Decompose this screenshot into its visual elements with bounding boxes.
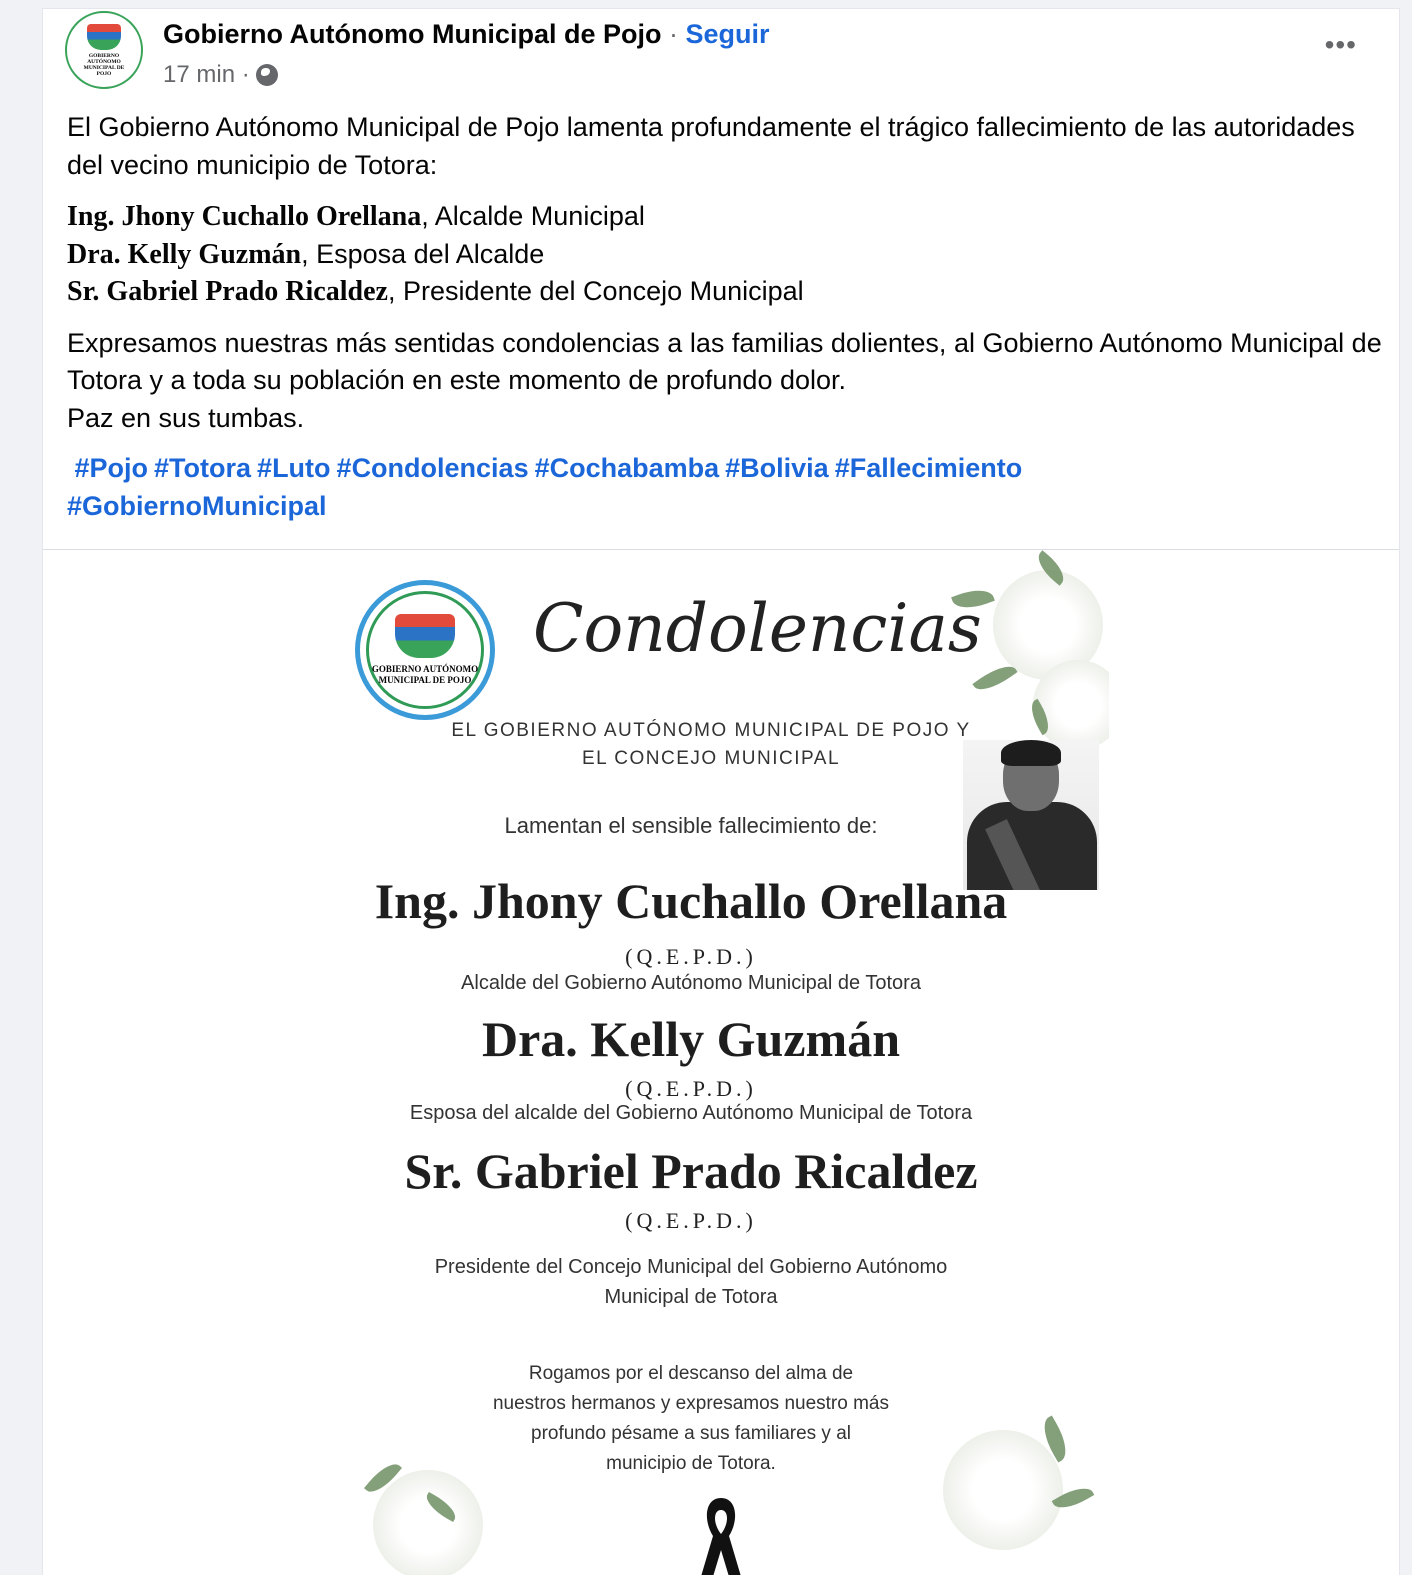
person-name: Ing. Jhony Cuchallo Orellana <box>67 201 422 232</box>
person-role: , Presidente del Concejo Municipal <box>387 276 804 306</box>
org-line-2: EL CONCEJO MUNICIPAL <box>581 748 841 769</box>
crest-icon <box>87 24 121 50</box>
lament-line: Lamentan el sensible fallecimiento de: <box>504 813 878 838</box>
flower-decoration <box>373 1470 483 1575</box>
image-logo-text: GOBIERNO AUTÓNOMO MUNICIPAL DE POJO <box>371 664 479 685</box>
person-name: Dra. Kelly Guzmán <box>67 238 302 270</box>
separator: · <box>669 19 678 49</box>
deceased-name: Ing. Jhony Cuchallo Orellana <box>374 873 1008 929</box>
post-meta <box>163 61 278 89</box>
prayer-line: Rogamos por el descanso del alma de <box>528 1363 854 1384</box>
closing-text: Paz en sus tumbas. <box>67 402 305 433</box>
post-card <box>42 8 1400 1575</box>
deceased-name: Sr. Gabriel Prado Ricaldez <box>404 1143 978 1199</box>
image-title: Condolencias <box>533 590 982 667</box>
hashtag-link[interactable]: #Totora <box>154 453 252 483</box>
deceased-role: Presidente del Concejo Municipal del Gobierno Autónomo <box>434 1256 948 1278</box>
post-header <box>65 11 1379 91</box>
org-line-1: EL GOBIERNO AUTÓNOMO MUNICIPAL DE POJO Y <box>451 720 971 741</box>
more-options-button[interactable]: ••• <box>1324 29 1357 60</box>
hashtag-link[interactable]: #GobiernoMunicipal <box>67 491 327 521</box>
deceased-role: Esposa del alcalde del Gobierno Autónomo Municipal de Totora <box>409 1102 973 1124</box>
hashtag-link[interactable]: #Fallecimiento <box>834 453 1023 483</box>
deceased-role: Alcalde del Gobierno Autónomo Municipal de Totora <box>461 972 921 994</box>
prayer-line: profundo pésame a sus familiares y al <box>531 1423 851 1444</box>
globe-icon <box>256 64 278 86</box>
hashtag-link[interactable]: #Luto <box>257 453 331 483</box>
post-time[interactable]: 17 min · <box>163 61 250 88</box>
hashtag-link[interactable]: #Pojo <box>74 453 149 483</box>
page-name-row <box>163 19 770 50</box>
hashtag-link[interactable]: #Cochabamba <box>534 453 720 483</box>
hashtags <box>67 449 1387 525</box>
post-text <box>67 109 1387 525</box>
image-logo <box>355 580 495 720</box>
page-name-link[interactable]: Gobierno Autónomo Municipal de Pojo <box>163 19 662 49</box>
qepd-label: (Q.E.P.D.) <box>625 1208 757 1233</box>
hashtag-link[interactable]: #Condolencias <box>336 453 529 483</box>
person-role: , Alcalde Municipal <box>421 201 645 231</box>
deceased-role: Municipal de Totora <box>604 1286 778 1308</box>
prayer-line: nuestros hermanos y expresamos nuestro más <box>492 1393 889 1414</box>
condolences-text: Expresamos nuestras más sentidas condolencias a las familias dolientes, al Gobierno Autónomo Municipal de Totora y a toda su población en este momento de profundo dolor. <box>67 327 1382 395</box>
person-name: Sr. Gabriel Prado Ricaldez <box>67 276 388 307</box>
qepd-label: (Q.E.P.D.) <box>625 944 757 969</box>
post-intro: El Gobierno Autónomo Municipal de Pojo lamenta profundamente el trágico fallecimiento de las autoridades del vecino municipio de Totora: <box>67 112 1355 180</box>
prayer-line: municipio de Totora. <box>606 1453 776 1474</box>
qepd-label: (Q.E.P.D.) <box>625 1076 757 1101</box>
post-image[interactable] <box>333 550 1109 1575</box>
condolences-paragraph <box>67 325 1387 438</box>
follow-button[interactable]: Seguir <box>685 19 770 49</box>
avatar-text: GOBIERNO AUTÓNOMO MUNICIPAL DE POJO <box>83 52 125 77</box>
mourning-ribbon-icon <box>691 1490 751 1575</box>
hashtag-link[interactable]: #Bolivia <box>725 453 829 483</box>
person-role: , Esposa del Alcalde <box>301 238 545 269</box>
crest-icon <box>395 614 455 658</box>
page-avatar[interactable] <box>65 11 143 89</box>
deceased-name: Dra. Kelly Guzmán <box>481 1011 901 1067</box>
people-list <box>67 198 1387 311</box>
